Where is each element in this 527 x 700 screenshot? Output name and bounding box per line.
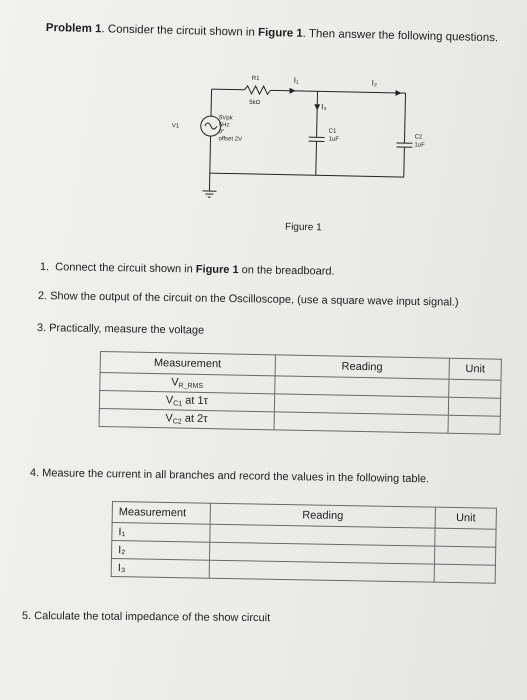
current-arrow-i2	[395, 90, 401, 96]
wire-bottom	[210, 173, 404, 177]
resistor-r1	[244, 86, 270, 95]
r1-label: R1	[251, 75, 260, 83]
problem-figure-ref: Figure 1	[257, 26, 303, 40]
voltage-measurement-table	[99, 351, 502, 435]
reading-cell[interactable]	[209, 560, 434, 582]
question-3: 3. Practically, measure the voltage	[36, 322, 205, 337]
question-2: 2. Show the output of the circuit on the Oscilloscope, (use a square wave input signal.)	[37, 290, 459, 309]
measurement-subscript: R_RMS	[178, 382, 204, 390]
source-phase: 0°	[218, 129, 225, 136]
wire-c1-top	[317, 91, 318, 137]
source-amplitude: 5Vpk	[218, 115, 233, 122]
wire-c2-bottom	[404, 147, 405, 177]
wire-c2-top	[404, 93, 405, 143]
current-arrow-i3	[314, 104, 320, 110]
i1-label: I₁	[293, 75, 299, 85]
question-1-figure-ref: Figure 1	[195, 263, 239, 277]
wire-top-left	[212, 89, 245, 90]
question-1-prefix: Connect the circuit shown in	[55, 261, 196, 276]
table-header-measurement: Measurement	[100, 352, 275, 376]
c2-value: 1uF	[414, 142, 425, 149]
measurement-tail: at 2τ	[181, 412, 208, 426]
measurement-symbol: V	[165, 394, 174, 407]
question-1-number: 1.	[39, 261, 50, 274]
measurement-symbol: V	[171, 376, 179, 389]
problem-text-suffix: . Then answer the following questions.	[302, 27, 499, 45]
i3-label: I₃	[321, 102, 327, 112]
table-header-unit: Unit	[435, 507, 496, 529]
unit-cell[interactable]	[434, 564, 495, 583]
table-header-reading: Reading	[210, 503, 436, 528]
reading-cell[interactable]	[274, 412, 449, 433]
table-header-reading: Reading	[275, 355, 450, 379]
wire-source-top	[211, 89, 212, 116]
source-frequency: 5Hz	[218, 122, 230, 129]
measurement-cell: I₂	[111, 541, 209, 561]
problem-label: Problem 1	[45, 22, 102, 36]
v1-label: V1	[171, 123, 180, 130]
measurement-cell: I₁	[112, 523, 210, 543]
question-1-suffix: on the breadboard.	[238, 264, 335, 278]
wire-source-bottom	[209, 136, 210, 191]
measurement-subscript: C1	[173, 400, 183, 408]
circuit-diagram	[157, 68, 425, 213]
c2-label: C2	[414, 134, 423, 141]
measurement-tail: at 1τ	[182, 394, 208, 408]
c1-value: 1uF	[328, 136, 339, 143]
measurement-symbol: V	[165, 412, 173, 425]
ac-wave-glyph	[205, 123, 217, 129]
measurement-cell: I₃	[111, 558, 209, 578]
unit-cell[interactable]	[448, 415, 500, 434]
figure-caption: Figure 1	[284, 221, 322, 234]
table-header-measurement: Measurement	[112, 502, 210, 525]
c1-label: C1	[328, 128, 337, 135]
unit-cell[interactable]	[435, 546, 496, 565]
measurement-subscript: C2	[172, 418, 182, 426]
measurement-cell	[99, 408, 274, 429]
unit-cell[interactable]	[448, 397, 500, 416]
unit-cell[interactable]	[449, 379, 501, 398]
r1-value: 5kΩ	[249, 99, 261, 107]
current-arrow-i1	[289, 88, 295, 94]
table-header-unit: Unit	[449, 358, 501, 380]
problem-text-prefix: . Consider the circuit shown in	[101, 23, 259, 39]
wire-c1-bottom	[316, 141, 317, 175]
question-4: 4. Measure the current in all branches and record the values in the following table.	[29, 467, 430, 486]
unit-cell[interactable]	[435, 528, 496, 547]
question-5: 5. Calculate the total impedance of the show circuit	[21, 610, 271, 625]
current-measurement-table	[111, 501, 497, 584]
source-offset: offset 2V	[218, 136, 243, 143]
i2-label: I₂	[371, 78, 378, 88]
